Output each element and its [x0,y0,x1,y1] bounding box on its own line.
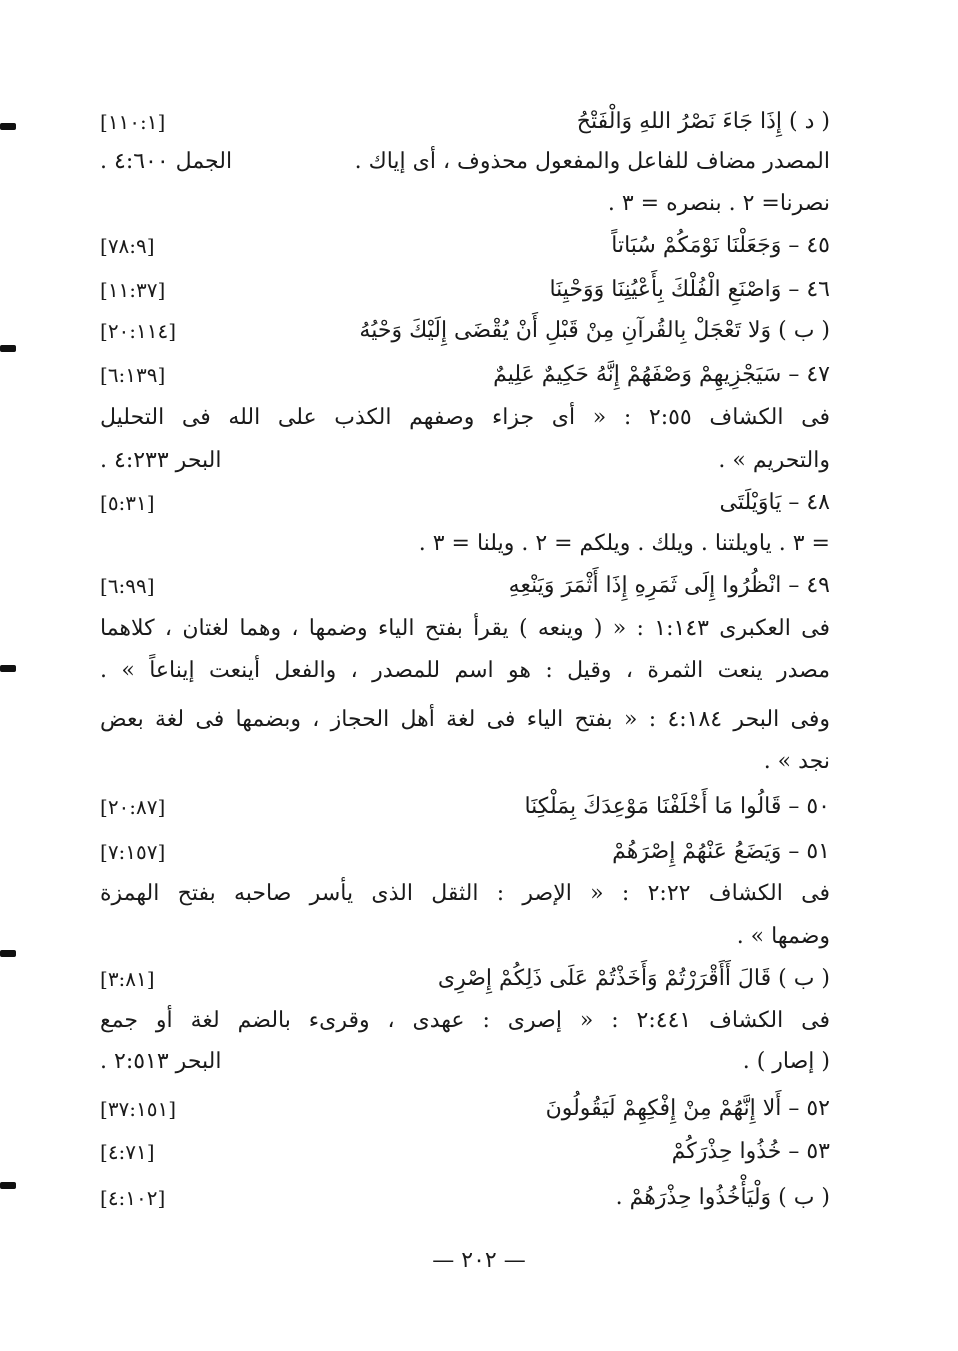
verse-line [100,961,830,997]
note-line [100,186,830,222]
verse-reference: [٦:١٣٩] [100,363,166,387]
verse-text: ٤٥ – وَجَعَلْنَا نَوْمَكُمْ سُبَاتاً [611,233,830,258]
note-line: فى الكشاف ٢:٥٥ : « أى جزاء وصفهم الكذب على الله فى التحليل [100,405,830,430]
verse-text: ( ب ) وَلْيَأْخُذُوا حِذْرَهُمْ . [615,1185,830,1210]
verse-line [100,357,830,393]
verse-reference: [١١٠:١] [100,110,166,134]
verse-reference: [١١:٣٧] [100,278,166,302]
verse-text: ٤٩ – انْظُرُوا إِلَى ثَمَرِهِ إِذَا أَثْمَرَ وَيَنْعِهِ [508,573,830,598]
note-line [100,1044,830,1080]
note-line [100,144,830,180]
note-line: وفى البحر ٤:١٨٤ : « بفتح الياء فى لغة أهل الحجاز ، وبضمها فى لغة بعض [100,707,831,732]
verse-reference: [٣:٨١] [100,967,155,991]
verse-text: ٥٢ – أَلا إِنَّهُمْ مِنْ إِفْكِهِمْ لَيَقُولُونَ [545,1096,830,1121]
note-text: وضمها » . [736,924,830,949]
source-citation: الجمل ٤:٦٠٠ . [100,149,233,174]
verse-text: ٥٠ – قَالُوا مَا أَخْلَفْنَا مَوْعِدَكَ بِمَلْكِنَا [524,794,830,819]
verse-reference: [٢٠:١١٤] [100,319,177,343]
verse-text: ٤٧ – سَيَجْزِيهِمْ وَصْفَهُمْ إِنَّهُ حَكِيمٌ عَلِيمٌ [493,362,830,387]
verse-line [100,1091,830,1127]
verse-line [100,313,830,349]
verse-text: ٥٣ – خُذُوا حِذْرَكُمْ [671,1139,830,1164]
verse-reference: [٤:٧١] [100,1140,155,1164]
scan-mark [0,665,16,672]
note-line [100,526,830,562]
scan-mark [0,345,16,352]
note-text: = ٣ . ياويلتنا . ويلك . ويلكم = ٢ . ويلنا = ٣ . [418,531,830,556]
verse-reference: [٣٧:١٥١] [100,1097,177,1121]
note-text: والتحريم » . [718,448,830,473]
scan-mark [0,950,16,957]
verse-line [100,272,830,308]
note-line: مصدر ينعت الثمرة ، وقيل : هو اسم للمصدر ، والفعل أينعت إيناعاً » . [100,658,830,683]
verse-reference: [٥:٣١] [100,491,155,515]
verse-line [100,1134,830,1170]
verse-line [100,1180,830,1216]
scan-mark [0,123,16,130]
source-citation: البحر ٤:٢٣٣ . [100,448,222,473]
note-line: فى الكشاف ٢:٢٢ : « الإصر : الثقل الذى يأسر صاحبه بفتح الهمزة [100,881,830,906]
note-text: ( إصار ) . [742,1049,830,1074]
scan-mark [0,1182,16,1189]
verse-line [100,485,830,521]
note-line: فى العكبرى ١:١٤٣ : « ( وينعه ) يقرأ بفتح الياء وضمها ، وهما لغتان ، كلاهما [100,616,830,641]
note-text: نجد » . [763,749,830,774]
verse-text: ٥١ – وَيَضَعُ عَنْهُمْ إِصْرَهُمْ [612,839,830,864]
verse-reference: [٧:١٥٧] [100,840,166,864]
verse-reference: [٤:١٠٢] [100,1186,166,1210]
verse-line [100,104,830,140]
source-citation: البحر ٢:٥١٣ . [100,1049,222,1074]
verse-text: ٤٦ – وَاصْنَعِ الْفُلْكَ بِأَعْيُنِنَا وَوَحْيِنَا [549,277,830,302]
note-line [100,919,830,955]
verse-line [100,789,830,825]
note-line [100,744,830,780]
note-text: المصدر مضاف للفاعل والمفعول محذوف ، أى إياك . [354,149,830,174]
note-line [100,443,830,479]
note-line: فى الكشاف ٢:٤٤١ : « إصرى : عهدى ، وقرىء بالضم لغة أو جمع [100,1008,830,1033]
verse-reference: [٧٨:٩] [100,234,155,258]
verse-line [100,228,830,264]
note-text: نصرنا= ٢ . بنصره = ٣ . [607,191,830,216]
verse-text: ٤٨ – يَاوَيْلَتَى [719,490,830,515]
verse-line [100,834,830,870]
verse-text: ( د ) إِذَا جَاءَ نَصْرُ اللهِ وَالْفَتْحُ [576,109,830,134]
verse-line [100,568,830,604]
verse-reference: [٦:٩٩] [100,574,155,598]
verse-text: ( ب ) وَلا تَعْجَلْ بِالقُرآنِ مِنْ قَبْلِ أَنْ يُقْضَى إِلَيْكَ وَحْيُهُ [359,318,830,343]
page-number: — ٢٠٢ — [432,1248,526,1273]
verse-reference: [٢٠:٨٧] [100,795,166,819]
verse-text: ( ب ) قَالَ أَأَقْرَرْتُمْ وَأَخَذْتُمْ عَلَى ذَلِكُمْ إِصْرِى [437,966,830,991]
